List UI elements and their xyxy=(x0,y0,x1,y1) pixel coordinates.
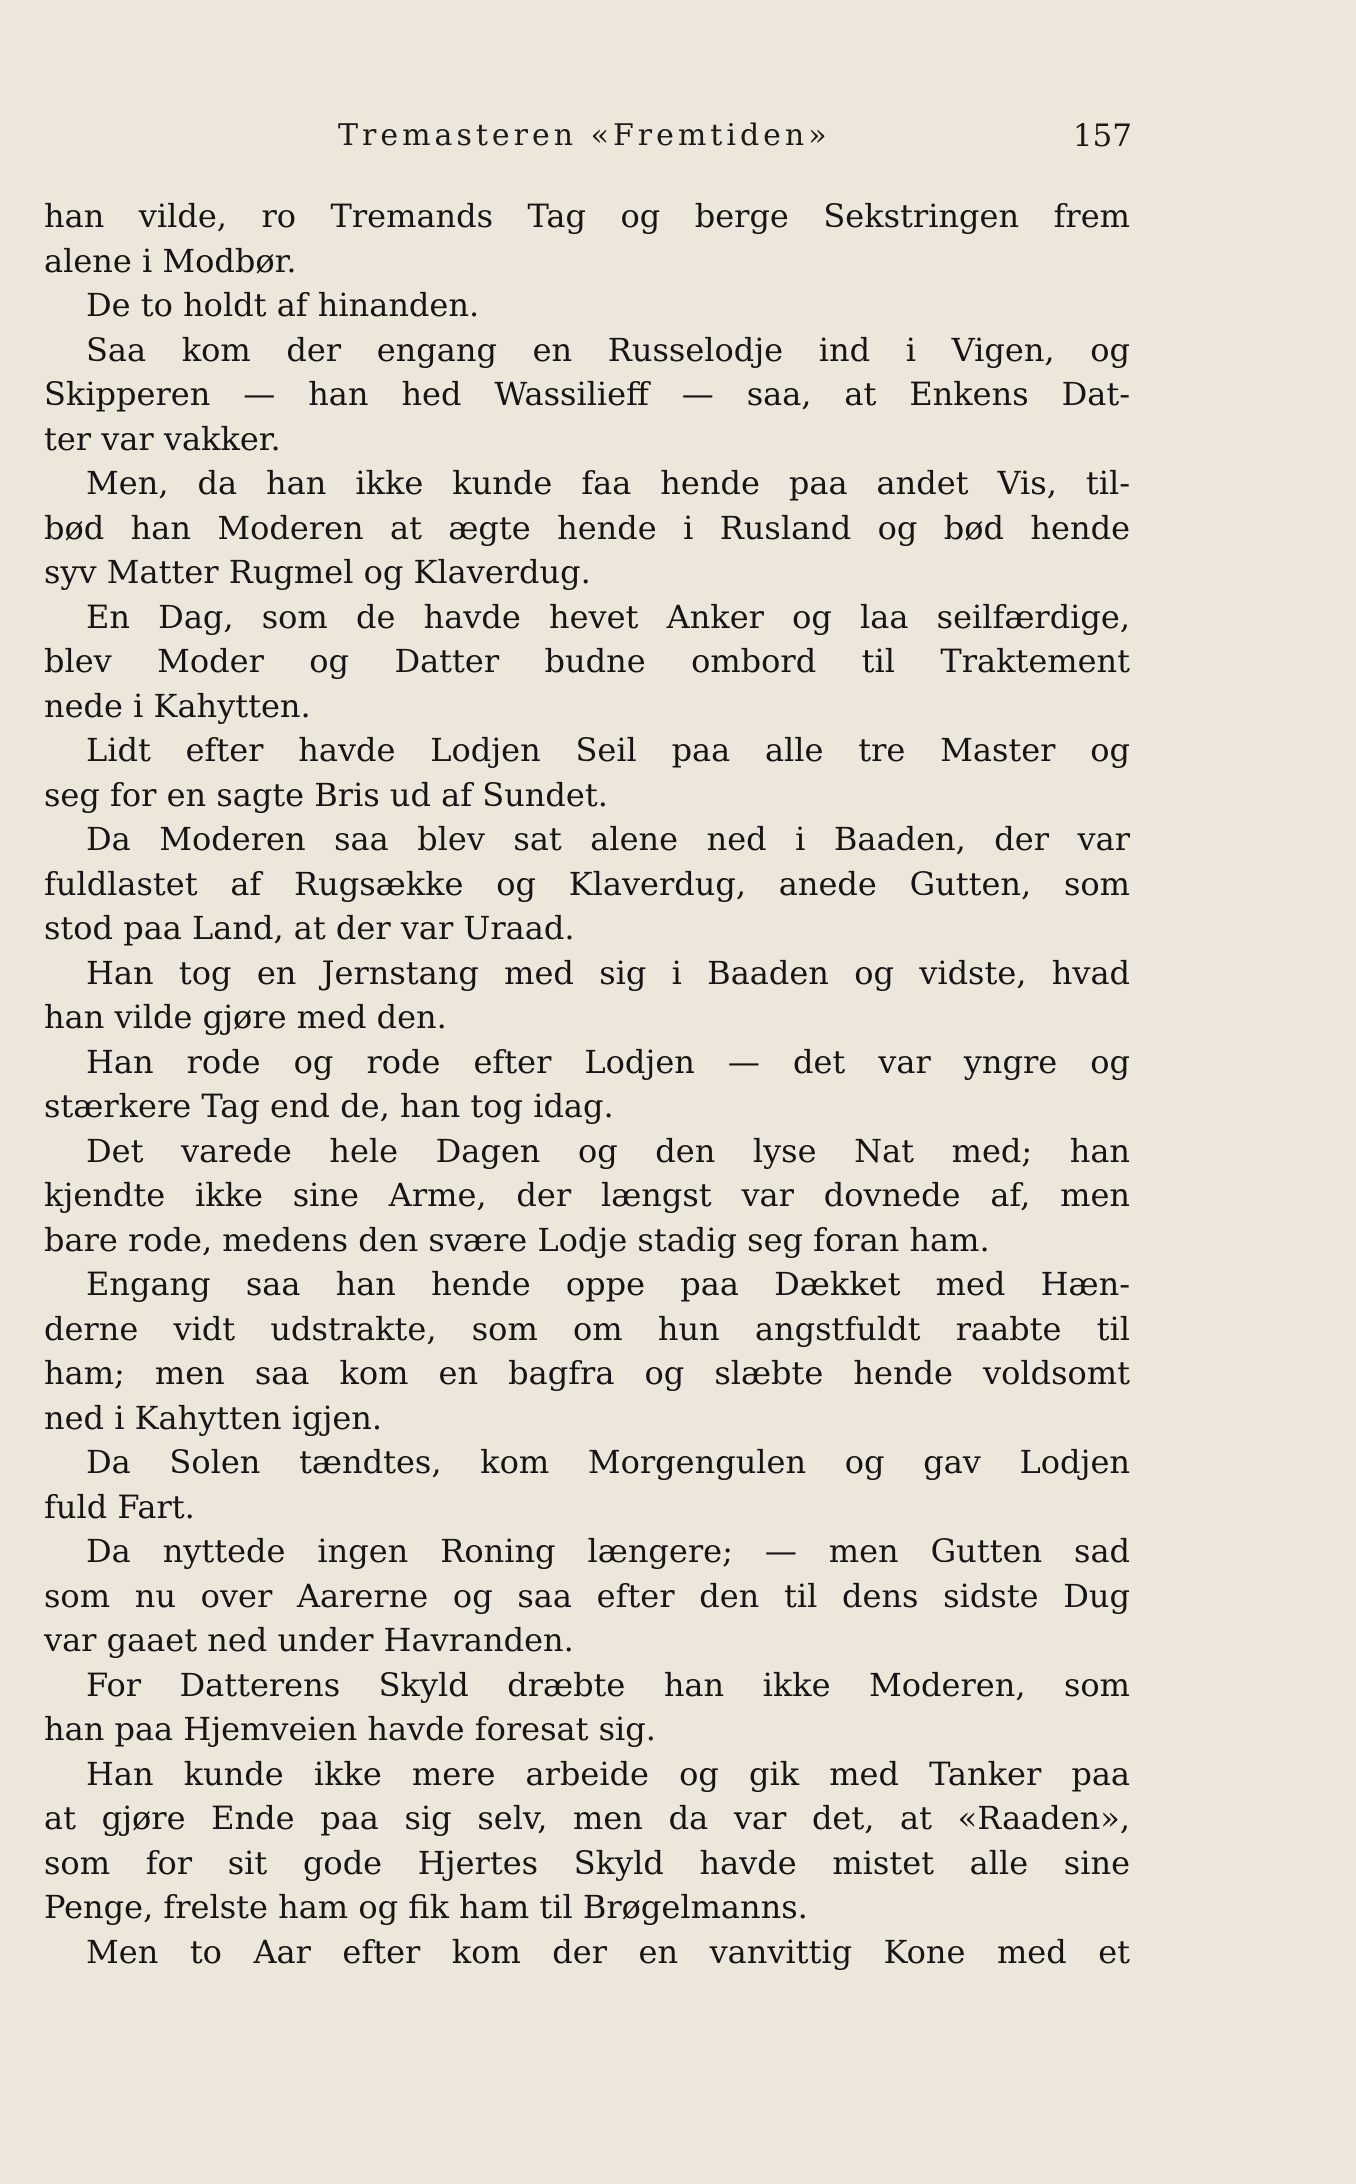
text-line: Det varede hele Dagen og den lyse Nat med; han xyxy=(86,1131,1130,1170)
page-number: 157 xyxy=(1072,118,1132,154)
text-line: var gaaet ned under Havranden. xyxy=(44,1621,574,1659)
running-title: Tremasteren «Fremtiden» xyxy=(338,118,831,153)
text-line: stærkere Tag end de, han tog idag. xyxy=(44,1087,614,1125)
text-line: bare rode, medens den svære Lodje stadig seg foran ham. xyxy=(44,1220,990,1259)
text-line: Han rode og rode efter Lodjen — det var yngre og xyxy=(86,1042,1130,1081)
text-line: ter var vakker. xyxy=(44,419,281,458)
text-line: han vilde, ro Tremands Tag og berge Sekstringen frem xyxy=(44,197,1130,235)
body-text xyxy=(44,194,1130,1974)
text-line: De to holdt af hinanden. xyxy=(86,286,480,324)
text-line: han paa Hjemveien havde foresat sig. xyxy=(44,1710,656,1748)
text-line: Da nyttede ingen Roning længere; — men Gutten sad xyxy=(86,1532,1130,1570)
text-line: syv Matter Rugmel og Klaverdug. xyxy=(44,553,591,591)
text-line: Lidt efter havde Lodjen Seil paa alle tre Master og xyxy=(86,731,1130,769)
text-line: Penge, frelste ham og fik ham til Brøgelmanns. xyxy=(44,1888,808,1926)
text-line: derne vidt udstrakte, som om hun angstfuldt raabte til xyxy=(44,1309,1130,1348)
page-header xyxy=(0,118,1356,168)
text-line: ned i Kahytten igjen. xyxy=(44,1398,383,1437)
text-line: bød han Moderen at ægte hende i Rusland og bød hende xyxy=(44,508,1130,547)
text-line: som for sit gode Hjertes Skyld havde mistet alle sine xyxy=(44,1843,1130,1882)
text-line: Saa kom der engang en Russelodje ind i Vigen, og xyxy=(86,330,1130,369)
text-line: blev Moder og Datter budne ombord til Traktement xyxy=(44,642,1130,680)
text-line: For Datterens Skyld dræbte han ikke Moderen, som xyxy=(86,1665,1130,1704)
text-line: Men, da han ikke kunde faa hende paa andet Vis, til- xyxy=(86,464,1130,502)
text-line: stod paa Land, at der var Uraad. xyxy=(44,909,575,947)
text-line: Da Moderen saa blev sat alene ned i Baaden, der var xyxy=(86,820,1130,858)
text-line: ham; men saa kom en bagfra og slæbte hende voldsomt xyxy=(44,1354,1130,1392)
text-line: seg for en sagte Bris ud af Sundet. xyxy=(44,775,608,814)
text-line: at gjøre Ende paa sig selv, men da var det, at «Raaden», xyxy=(44,1799,1130,1837)
text-line: nede i Kahytten. xyxy=(44,686,311,725)
text-line: fuld Fart. xyxy=(44,1487,195,1526)
text-line: Men to Aar efter kom der en vanvittig Kone med et xyxy=(86,1932,1130,1971)
text-line: alene i Modbør. xyxy=(44,241,297,280)
text-line: Han tog en Jernstang med sig i Baaden og vidste, hvad xyxy=(86,953,1130,992)
text-line: Han kunde ikke mere arbeide og gik med Tanker paa xyxy=(86,1754,1130,1793)
text-line: En Dag, som de havde hevet Anker og laa seilfærdige, xyxy=(86,597,1130,636)
text-line: Skipperen — han hed Wassilieff — saa, at Enkens Dat- xyxy=(44,375,1130,413)
text-line: fuldlastet af Rugsække og Klaverdug, anede Gutten, som xyxy=(44,864,1130,903)
text-line: han vilde gjøre med den. xyxy=(44,998,447,1036)
text-line: Da Solen tændtes, kom Morgengulen og gav Lodjen xyxy=(86,1443,1130,1481)
text-line: Engang saa han hende oppe paa Dækket med Hæn- xyxy=(86,1265,1130,1303)
text-line: kjendte ikke sine Arme, der længst var dovnede af, men xyxy=(44,1176,1130,1214)
text-line: som nu over Aarerne og saa efter den til dens sidste Dug xyxy=(44,1576,1130,1615)
